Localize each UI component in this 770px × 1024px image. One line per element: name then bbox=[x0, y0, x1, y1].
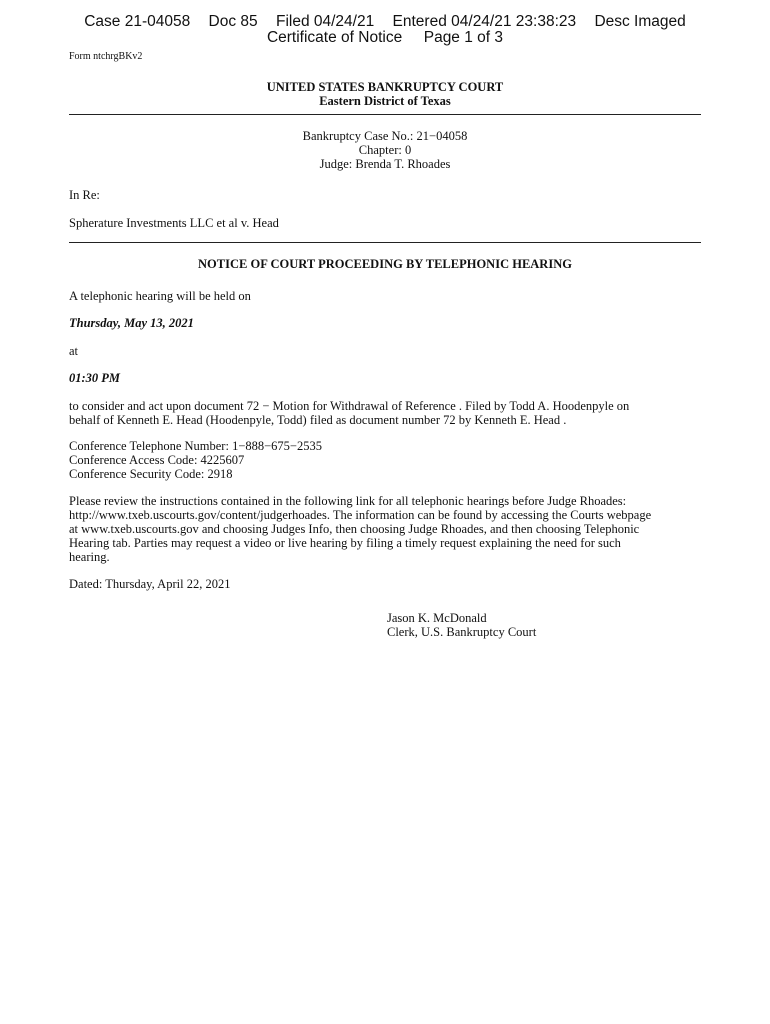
entered-date-stamp: Entered 04/24/21 23:38:23 bbox=[392, 13, 577, 30]
hearing-intro: A telephonic hearing will be held on bbox=[69, 289, 251, 303]
parties-divider bbox=[69, 242, 701, 243]
notice-title: NOTICE OF COURT PROCEEDING BY TELEPHONIC HEARING bbox=[198, 257, 572, 271]
clerk-name: Jason K. McDonald bbox=[387, 611, 487, 625]
conference-phone: Conference Telephone Number: 1−888−675−2535 bbox=[69, 439, 322, 453]
hearing-purpose-line: to consider and act upon document 72 − Motion for Withdrawal of Reference . Filed by Todd A. Hoodenpyle on bbox=[69, 399, 630, 413]
case-number-stamp: Case 21-04058 bbox=[84, 13, 191, 30]
case-info bbox=[0, 129, 770, 171]
clerk-title: Clerk, U.S. Bankruptcy Court bbox=[387, 625, 537, 639]
judge: Judge: Brenda T. Rhoades bbox=[319, 157, 451, 171]
hearing-at: at bbox=[69, 344, 79, 358]
docket-stamp bbox=[0, 14, 770, 46]
instructions-line: Please review the instructions contained in the following link for all telephonic hearings before Judge Rhoades: bbox=[69, 494, 627, 508]
court-header bbox=[0, 80, 770, 108]
instructions-line: at www.txeb.uscourts.gov and choosing Judges Info, then choosing Judge Rhoades, and then choosing Telephonic bbox=[69, 522, 640, 536]
hearing-time: 01:30 PM bbox=[69, 371, 121, 385]
docket-stamp-line2: Certificate of Notice Page 1 of 3 bbox=[266, 29, 504, 46]
instructions-paragraph bbox=[69, 494, 701, 564]
header-divider bbox=[69, 114, 701, 115]
hearing-purpose-line: behalf of Kenneth E. Head (Hoodenpyle, Todd) filed as document number 72 by Kenneth E. Head . bbox=[69, 413, 567, 427]
filed-date-stamp: Filed 04/24/21 bbox=[275, 13, 375, 30]
conference-details bbox=[69, 439, 701, 481]
signature-block bbox=[387, 611, 536, 639]
chapter: Chapter: 0 bbox=[358, 143, 412, 157]
dated-line: Dated: Thursday, April 22, 2021 bbox=[69, 577, 231, 591]
instructions-line: hearing. bbox=[69, 550, 110, 564]
desc-stamp: Desc Imaged bbox=[594, 13, 686, 30]
case-parties: Spherature Investments LLC et al v. Head bbox=[69, 216, 279, 230]
doc-number-stamp: Doc 85 bbox=[208, 13, 258, 30]
in-re-label: In Re: bbox=[69, 188, 100, 202]
court-district: Eastern District of Texas bbox=[319, 94, 451, 108]
hearing-date: Thursday, May 13, 2021 bbox=[69, 316, 194, 330]
conference-security-code: Conference Security Code: 2918 bbox=[69, 467, 233, 481]
conference-access-code: Conference Access Code: 4225607 bbox=[69, 453, 245, 467]
hearing-purpose bbox=[69, 399, 701, 427]
case-number: Bankruptcy Case No.: 21−04058 bbox=[302, 129, 468, 143]
instructions-line: http://www.txeb.uscourts.gov/content/judgerhoades. The information can be found by accessing the Courts webpage bbox=[69, 508, 652, 522]
docket-stamp-line1 bbox=[0, 14, 770, 30]
court-name: UNITED STATES BANKRUPTCY COURT bbox=[266, 80, 504, 94]
form-identifier: Form ntchrgBKv2 bbox=[69, 51, 143, 62]
instructions-line: Hearing tab. Parties may request a video or live hearing by filing a timely request explaining the need for such bbox=[69, 536, 621, 550]
